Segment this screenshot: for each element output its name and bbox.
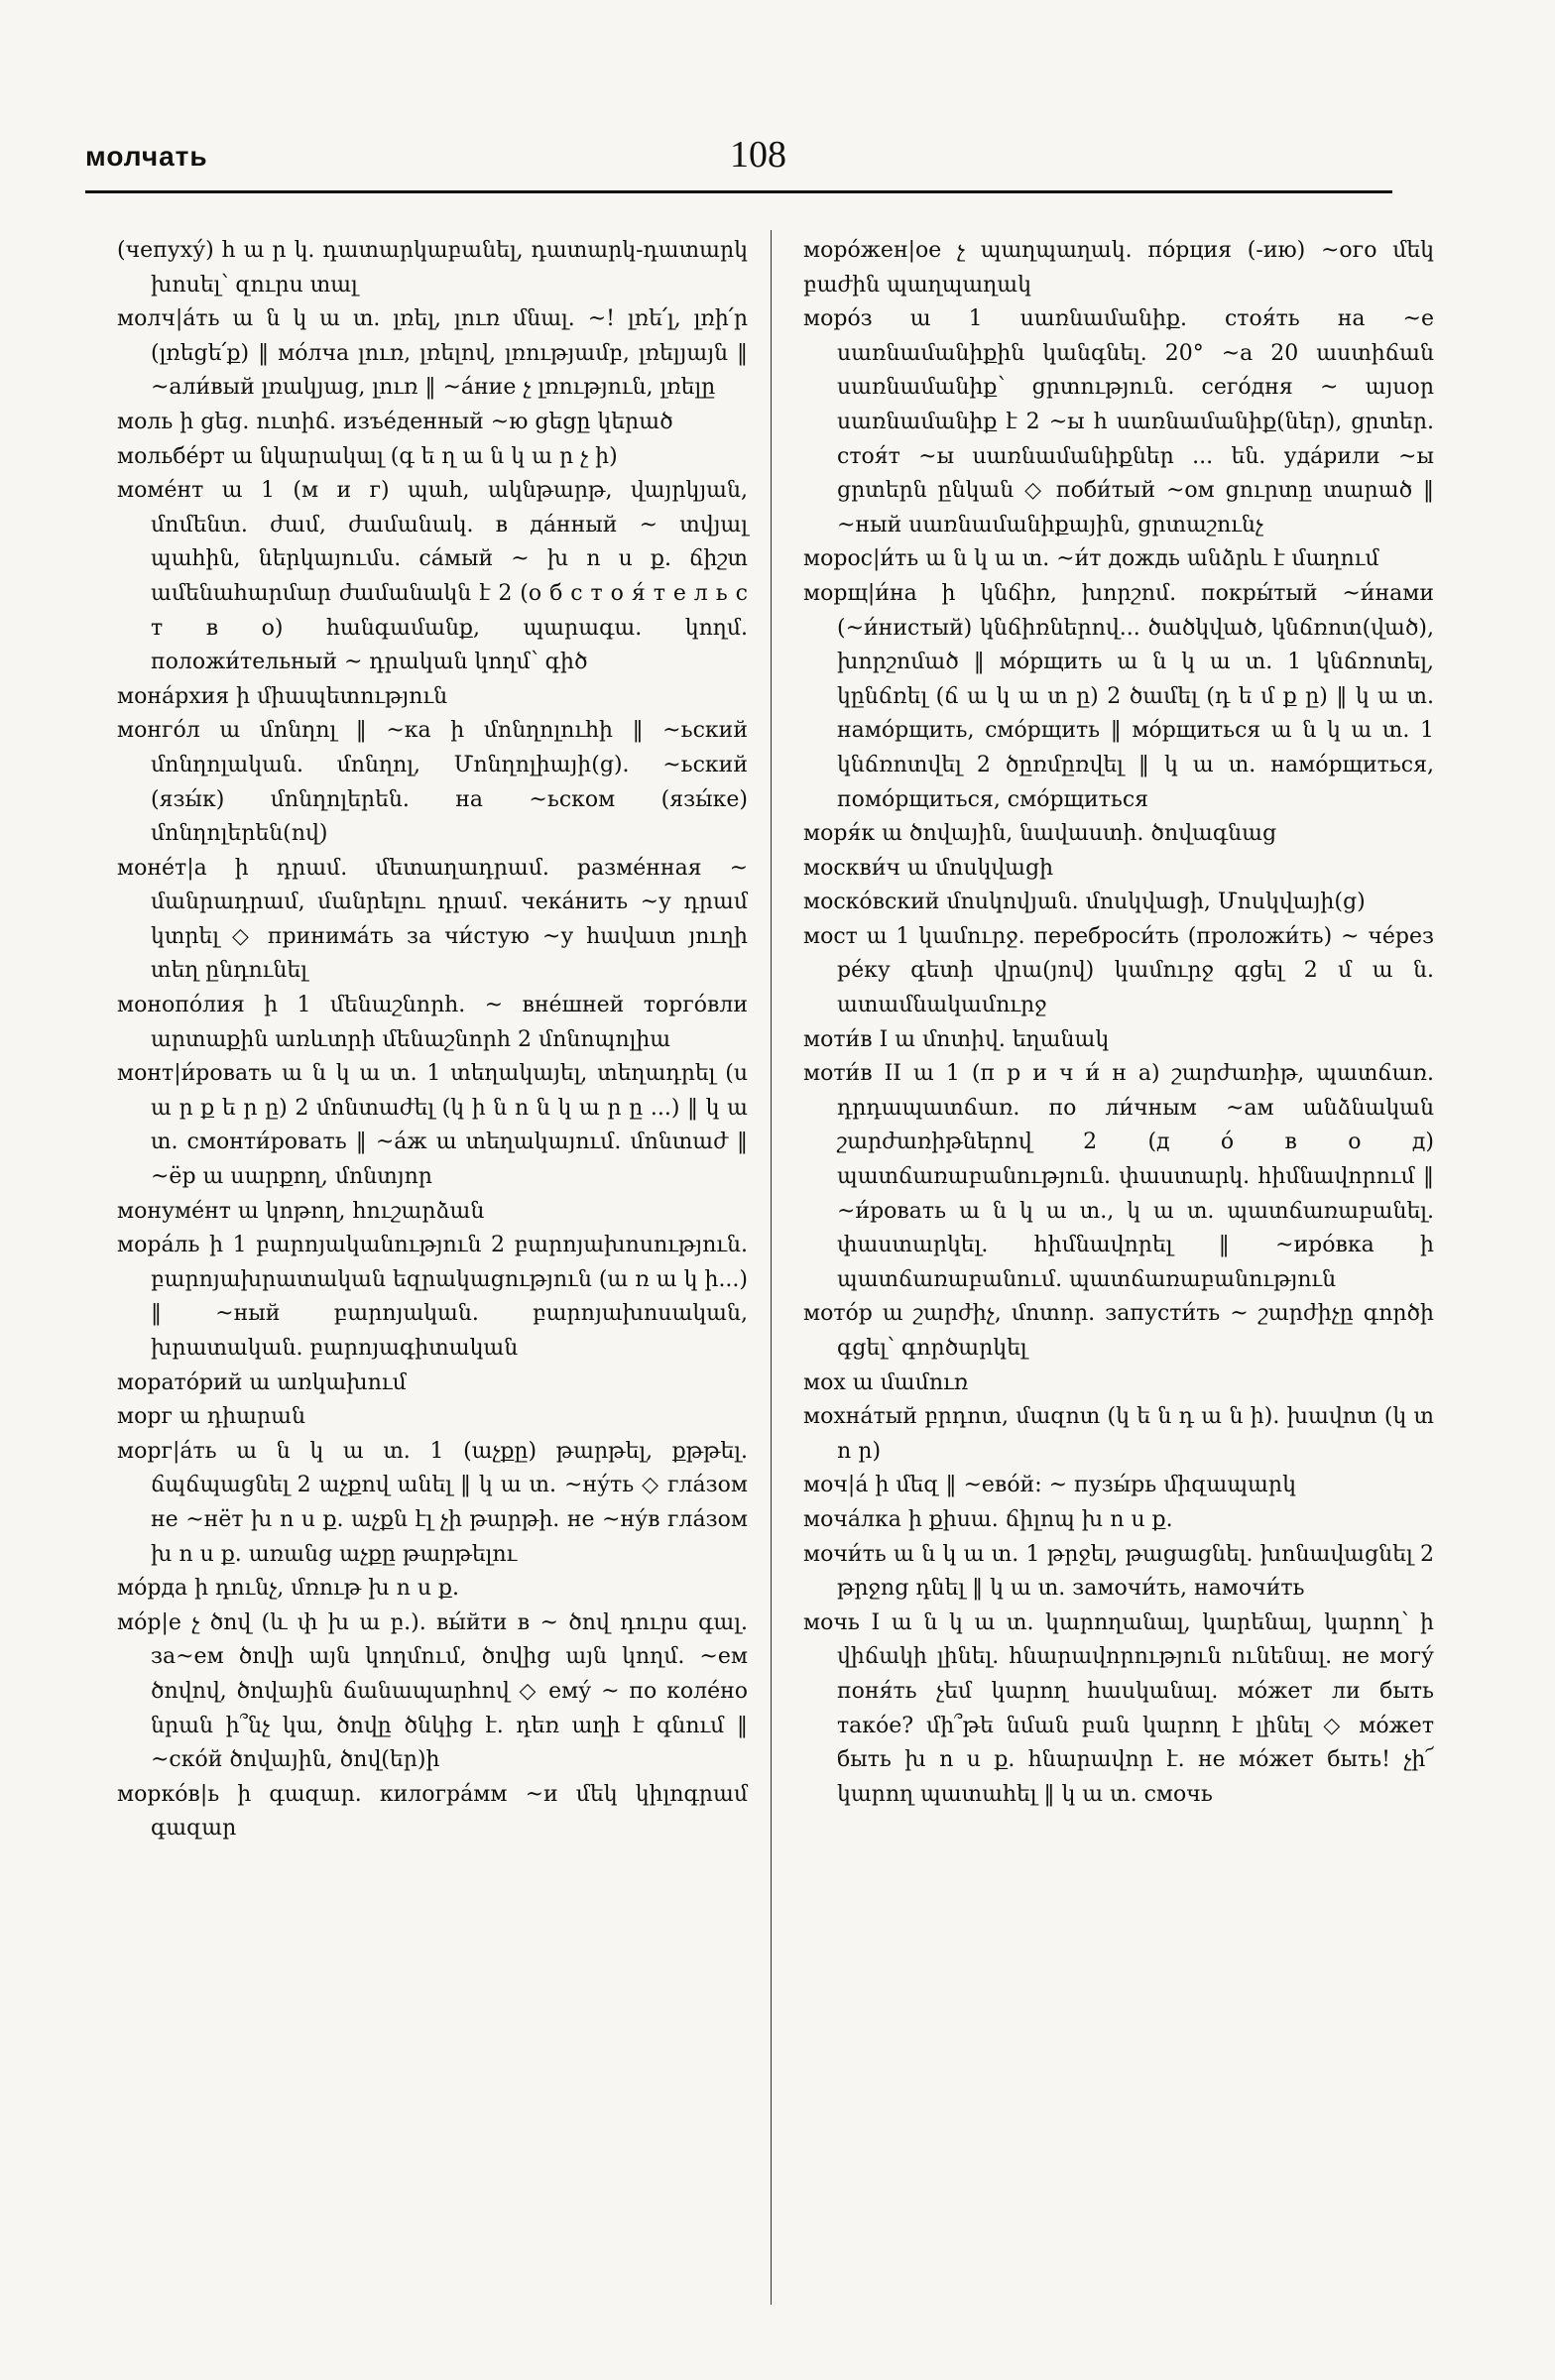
page-header [85, 131, 1394, 190]
dictionary-entry: москви́ч ա մոսկվացի [803, 855, 1054, 881]
dictionary-entry: морос|и́ть ա ն կ ա տ. ~и́т дождь անձրև է մաղում [803, 546, 1379, 572]
dictionary-entry: моти́в II ա 1 (п р и ч и́ н а) շարժառիթ, պատճառ. դրդապատճառ. по ли́чным ~ам անձնական շարժառիթներով 2 (д о́ в о д) պատճառաբանություն. փաստարկ. հիմնավորում ‖ ~и́ровать ա ն կ ա տ., կ ա տ. պատճառաբանել. փաստարկել. հիմնավորել ‖ ~иро́вка ի պատճառաբանում. պատճառաբանություն [803, 1061, 1434, 1292]
dictionary-entry: моль ի ցեց. ուտիճ. изъе́денный ~ю ցեցը կերած [117, 409, 673, 434]
right-column [803, 234, 1434, 1812]
dictionary-entry: мона́рхия ի միապետություն [117, 683, 448, 709]
dictionary-entry: мольбе́рт ա նկարակալ (գ ե ղ ա ն կ ա ր չ ի) [117, 443, 618, 469]
dictionary-entry: морко́в|ь ի գազար. килогра́мм ~и մեկ կիլոգրամ գազար [117, 1781, 748, 1842]
dictionary-entry: (чепуху́) հ ա ր կ. դատարկաբանել, դատարկ-դատարկ խոսել՝ զուրս տալ [117, 238, 748, 298]
dictionary-entry: моне́т|а ի դրամ. մետաղադրամ. разме́нная ~ մանրադրամ, մանրելու դրամ. чека́нить ~у դրամ կտրել ◇ принима́ть за чи́стую ~у հավատ յուղի տեղ ընդունել [117, 855, 748, 984]
dictionary-entry: моско́вский մոսկովյան. մոսկվացի, Մոսկվայի(ց) [803, 890, 1366, 915]
dictionary-entry: морг ա դիարան [117, 1404, 305, 1430]
dictionary-entry: моти́в I ա մոտիվ. եղանակ [803, 1026, 1110, 1052]
dictionary-entry: мора́ль ի 1 բարոյականություն 2 բարոյախոսություն. բարոյախրատական եզրակացություն (ա ռ ա կ ի...) ‖ ~ный բարոյական. բարոյախոսական, խրատական. բարոյագիտական [117, 1233, 748, 1361]
dictionary-entry: мох ա մամուռ [803, 1369, 969, 1395]
header-rule [85, 190, 1392, 193]
dictionary-entry: мохна́тый բրդոտ, մազոտ (կ ե ն դ ա ն ի). խավոտ (կ տ ո ր) [803, 1404, 1434, 1464]
dictionary-entry: моро́з ա 1 սառնամանիք. стоя́ть на ~е սառնամանիքին կանգնել. 20° ~а 20 աստիճան սառնամանիք՝ ցրտություն. сего́дня ~ այսօր սառնամանիք է 2 ~ы հ սառնամանիք(ներ), ցրտեր. стоя́т ~ы սառնամանիքներ ... են. уда́рили ~ы ցրտերն ընկան ◇ поби́тый ~ом ցուրտը տարած ‖ ~ный սառնամանիքային, ցրտաշունչ [803, 306, 1434, 537]
left-column [117, 234, 748, 1846]
dictionary-entry: моча́лка ի քիսա. ճիլոպ խ ո ս ք. [803, 1506, 1173, 1532]
dictionary-entry: моро́жен|ое չ պաղպաղակ. по́рция (-ию) ~ого մեկ բաժին պաղպաղակ [803, 238, 1434, 298]
dictionary-entry: монт|и́ровать ա ն կ ա տ. 1 տեղակայել, տեղադրել (ս ա ր ք ե ր ը) 2 մոնտաժել (կ ի ն ո ն կ ա ր ը ...) ‖ կ ա տ. смонти́ровать ‖ ~а́ж ա տեղակայում. մոնտաժ ‖ ~ёр ա սարքող, մոնտյոր [117, 1061, 748, 1190]
column-divider [771, 230, 772, 2305]
dictionary-entry: монопо́лия ի 1 մենաշնորհ. ~ вне́шней торго́вли արտաքին առևտրի մենաշնորհ 2 մոնոպոլիա [117, 993, 748, 1052]
dictionary-entry: мо́р|е չ ծով (և փ խ ա բ.). вы́йти в ~ ծով դուրս գալ. за~ем ծովի այն կողմում, ծովից այն կողմ. ~ем ծովով, ծովային ճանապարհով ◇ ему́ ~ по коле́но նրան ի՞նչ կա, ծովը ծնկից է. դեռ աղի է գնում ‖ ~ско́й ծովային, ծով(եր)ի [117, 1609, 748, 1773]
dictionary-entry: моме́нт ա 1 (м и г) պահ, ակնթարթ, վայրկյան, մոմենտ. ժամ, ժամանակ. в да́нный ~ տվյալ պահին, ներկայումս. са́мый ~ խ ո ս ք. ճիշտ ամենահարմար ժամանակն է 2 (о б с т о я́ т е л ь с т в о) հանգամանք, պարագա. կողմ. положи́тельный ~ դրական կողմ՝ գիծ [117, 478, 748, 675]
page-number: 108 [730, 134, 786, 176]
running-head: молчать [85, 141, 208, 172]
dictionary-entry: монго́л ա մոնղոլ ‖ ~ка ի մոնղոլուհի ‖ ~ьский մոնղոլական. մոնղոլ, Մոնղոլիայի(ց). ~ьский (язы́к) մոնղոլերեն. на ~ьском (язы́ке) մոնղոլերեն(ով) [117, 718, 748, 847]
dictionary-entry: морг|а́ть ա ն կ ա տ. 1 (աչքը) թարթել, քթթել. ճպճպացնել 2 աչքով անել ‖ կ ա տ. ~ну́ть ◇ гла́зом не ~нёт խ ո ս ք. աչքն էլ չի թարթի. не ~ну́в гла́зом խ ո ս ք. առանց աչքը թարթելու [117, 1438, 748, 1567]
dictionary-entry: мо́рда ի դունչ, մռութ խ ո ս ք. [117, 1576, 459, 1602]
dictionary-entry: моч|а́ ի մեզ ‖ ~ево́й: ~ пузы́рь միզապարկ [803, 1473, 1296, 1498]
dictionary-entry: мочь I ա ն կ ա տ. կարողանալ, կարենալ, կարող՝ ի վիճակի լինել. հնարավորություն ունենալ. не могу́ поня́ть չեմ կարող հասկանալ. мо́жет ли быть тако́е? մի՞թե նման բան կարող է լինել ◇ мо́жет быть խ ո ս ք. հնարավոր է. не мо́жет быть! չի՜ կարող պատահել ‖ կ ա տ. смочь [803, 1609, 1434, 1807]
dictionary-entry: мочи́ть ա ն կ ա տ. 1 թրջել, թացացնել. խոնավացնել 2 թրջոց դնել ‖ կ ա տ. замочи́ть, намочи́ть [803, 1541, 1434, 1602]
dictionary-entry: молч|а́ть ա ն կ ա տ. լռել, լուռ մնալ. ~! լռե՛լ, լռի՛ր (լռեցե՛ք) ‖ мо́лча լուռ, լռելով, լռությամբ, լռելյայն ‖ ~али́вый լռակյաց, լուռ ‖ ~а́ние չ լռություն, լռելը [117, 306, 748, 401]
dictionary-entry: мото́р ա շարժիչ, մոտոր. запусти́ть ~ շարժիչը գործի գցել՝ գործարկել [803, 1301, 1434, 1361]
dictionary-entry: морщ|и́на ի կնճիռ, խորշոմ. покры́тый ~и́нами (~и́нистый) կնճիռներով... ծածկված, կնճռոտ(ված), խորշոմած ‖ мо́рщить ա ն կ ա տ. 1 կնճռոտել, կընճռել (ճ ա կ ա տ ը) 2 ծամել (դ ե մ ք ը) ‖ կ ա տ. намо́рщить, смо́рщить ‖ мо́рщиться ա ն կ ա տ. 1 կնճռոտվել 2 ծըռմըռվել ‖ կ ա տ. намо́рщиться, помо́рщиться, смо́рщиться [803, 580, 1434, 812]
dictionary-entry: мост ա 1 կամուրջ. переброси́ть (проложи́ть) ~ че́рез ре́ку գետի վրա(յով) կամուրջ գցել 2 մ ա ն. ատամնակամուրջ [803, 923, 1434, 1018]
dictionary-entry: моря́к ա ծովային, նավաստի. ծովագնաց [803, 821, 1277, 847]
dictionary-entry: монуме́нт ա կոթող, հուշարձան [117, 1198, 485, 1224]
dictionary-entry: морато́рий ա առկախում [117, 1369, 407, 1395]
